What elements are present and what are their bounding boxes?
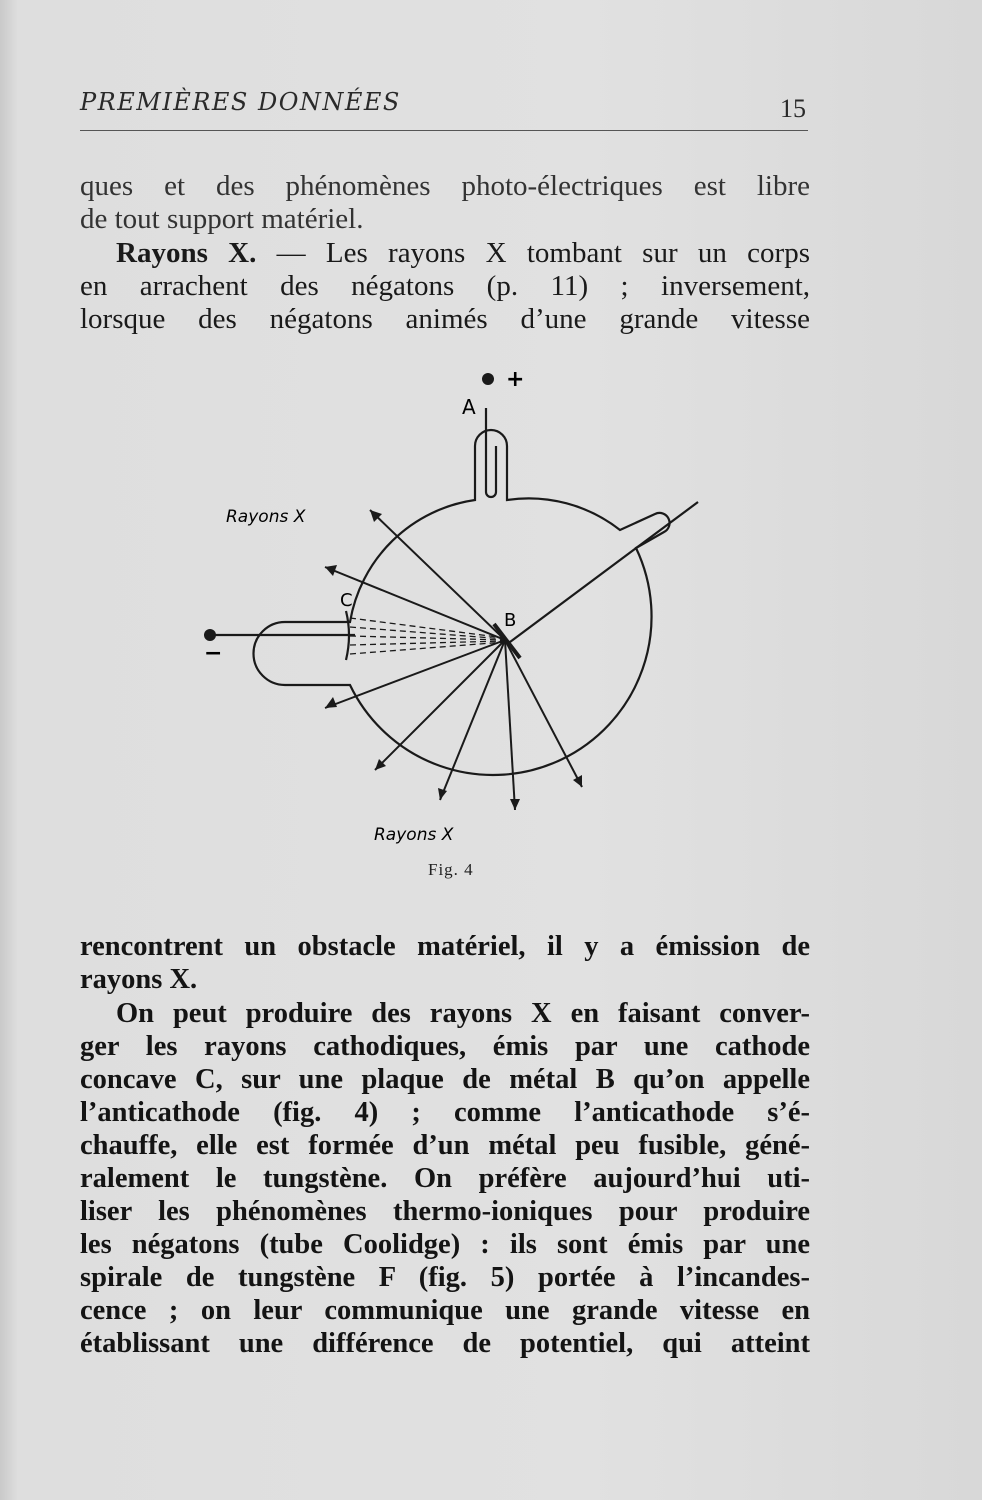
text-line: On peut produire des rayons X en faisant conver- (116, 998, 810, 1029)
text-line: les négatons (tube Coolidge) : ils sont émis par une (80, 1229, 810, 1260)
figure-caption: Fig. 4 (428, 860, 474, 879)
text-line: ger les rayons cathodiques, émis par une cathode (80, 1031, 810, 1062)
text-line: rencontrent un obstacle matériel, il y a émission de (80, 931, 810, 962)
x-ray-lines (325, 510, 582, 810)
paragraph-photoelectric (80, 170, 810, 236)
text-line: spirale de tungstène F (fig. 5) portée à l’incandes- (80, 1262, 810, 1293)
cathode-terminal (204, 629, 216, 641)
cathode-label: C (340, 590, 353, 611)
section-heading: Rayons X. (116, 237, 257, 269)
page-header (80, 86, 808, 131)
anticathode-label: B (504, 610, 517, 631)
text-line: lorsque des négatons animés d’une grande vitesse (80, 303, 810, 335)
paragraph-emission (80, 930, 810, 996)
text-line: ralement le tungstène. On préfère aujourd’hui uti- (80, 1163, 810, 1194)
anticathode-stem (510, 502, 698, 642)
text-line: ques et des phénomènes photo-électriques est libre (80, 170, 810, 202)
paragraph-production (80, 997, 810, 1360)
text-line: cence ; on leur communique une grande vitesse en (80, 1295, 810, 1326)
text-line: l’anticathode (fig. 4) ; comme l’anticathode s’é- (80, 1097, 810, 1128)
running-title: PREMIÈRES DONNÉES (80, 88, 401, 116)
text-line: chauffe, elle est formée d’un métal peu fusible, géné- (80, 1130, 810, 1161)
anode-stem (486, 408, 496, 497)
anode-label: A (462, 395, 476, 419)
text-line: rayons X. (80, 964, 198, 995)
anode-terminal (482, 373, 494, 385)
text-line: liser les phénomènes thermo-ioniques pour produire (80, 1196, 810, 1227)
page-number: 15 (780, 94, 806, 123)
tube-outline (254, 430, 670, 775)
text-fragment: — Les rayons X tombant sur un corps (256, 237, 810, 269)
minus-label: − (204, 641, 223, 666)
text-line: de tout support matériel. (80, 203, 364, 235)
rays-label-bottom: Rayons X (374, 825, 454, 845)
text-line: en arrachent des négatons (p. 11) ; inversement, (80, 270, 810, 302)
plus-label: + (506, 367, 525, 392)
paragraph-rayons-x (80, 237, 810, 336)
figure-4-xray-tube (190, 362, 730, 902)
text-line: établissant une différence de potentiel, qui atteint (80, 1328, 810, 1359)
text-line (80, 237, 810, 270)
rays-label-top: Rayons X (226, 507, 306, 527)
text-line: concave C, sur une plaque de métal B qu’on appelle (80, 1064, 810, 1095)
